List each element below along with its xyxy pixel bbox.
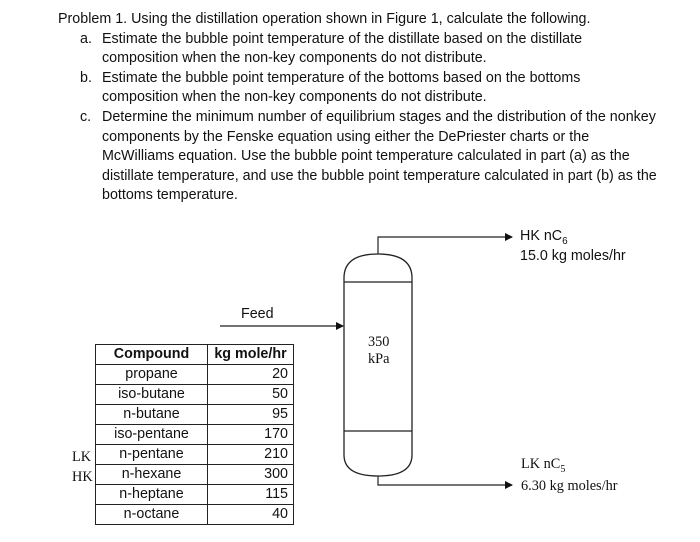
bottoms-key-label (521, 456, 565, 475)
part-marker: c. (80, 108, 92, 125)
part-text: Estimate the bubble point temperature of the bottoms based on the bottoms composition when the non-key components do not distribute. (102, 69, 581, 106)
distillate-key-subscript: 6 (562, 235, 568, 247)
column-header-flow: kg mole/hr (208, 345, 294, 365)
feed-composition-table (95, 344, 294, 525)
bottoms-key-subscript: 5 (560, 463, 566, 475)
pressure-value: 350 (368, 334, 390, 350)
table-row (96, 445, 294, 465)
part-marker: a. (80, 30, 92, 47)
compound-cell: n-pentane (96, 445, 208, 465)
compound-cell: iso-butane (96, 385, 208, 405)
table-row (96, 385, 294, 405)
problem-title: Problem 1. Using the distillation operation shown in Figure 1, calculate the following. (58, 11, 591, 27)
table-row (96, 425, 294, 445)
table-row (96, 405, 294, 425)
flow-cell: 40 (208, 505, 294, 525)
pressure-unit: kPa (368, 351, 390, 367)
table-row (96, 505, 294, 525)
compound-cell: iso-pentane (96, 425, 208, 445)
table-row (96, 365, 294, 385)
compound-cell: n-heptane (96, 485, 208, 505)
bottoms-key-text: LK nC (521, 456, 561, 472)
flow-cell: 210 (208, 445, 294, 465)
table-row (96, 465, 294, 485)
flow-cell: 95 (208, 405, 294, 425)
compound-cell: n-hexane (96, 465, 208, 485)
table-row (96, 485, 294, 505)
hk-marker: HK (72, 469, 93, 485)
part-text: Estimate the bubble point temperature of the distillate based on the distillate composition when the non-key components do not distribute. (102, 30, 583, 67)
flow-cell: 170 (208, 425, 294, 445)
part-text: Determine the minimum number of equilibrium stages and the distribution of the nonkey components by the Fenske equation using either the DePriester charts or the McWilliams equation. Use the bubble point temperature calculated in part (a) as the distillate temperature, and use the bubble point temperature calculated in part (b) as the bottoms temperature. (102, 108, 657, 204)
compound-cell: n-octane (96, 505, 208, 525)
distillate-key-label (520, 228, 568, 247)
flow-cell: 115 (208, 485, 294, 505)
distillate-key-text: HK nC (520, 228, 563, 244)
lk-marker: LK (72, 449, 92, 465)
flow-cell: 20 (208, 365, 294, 385)
bottoms-flow-label: 6.30 kg moles/hr (521, 478, 618, 494)
column-header-compound: Compound (96, 345, 208, 365)
bottoms-line (378, 476, 512, 485)
flow-cell: 300 (208, 465, 294, 485)
flow-cell: 50 (208, 385, 294, 405)
distillate-flow-label: 15.0 kg moles/hr (520, 248, 626, 264)
compound-cell: n-butane (96, 405, 208, 425)
distillate-line (378, 237, 512, 254)
compound-cell: propane (96, 365, 208, 385)
table-header-row (96, 345, 294, 365)
part-marker: b. (80, 69, 92, 86)
feed-label: Feed (241, 306, 274, 322)
